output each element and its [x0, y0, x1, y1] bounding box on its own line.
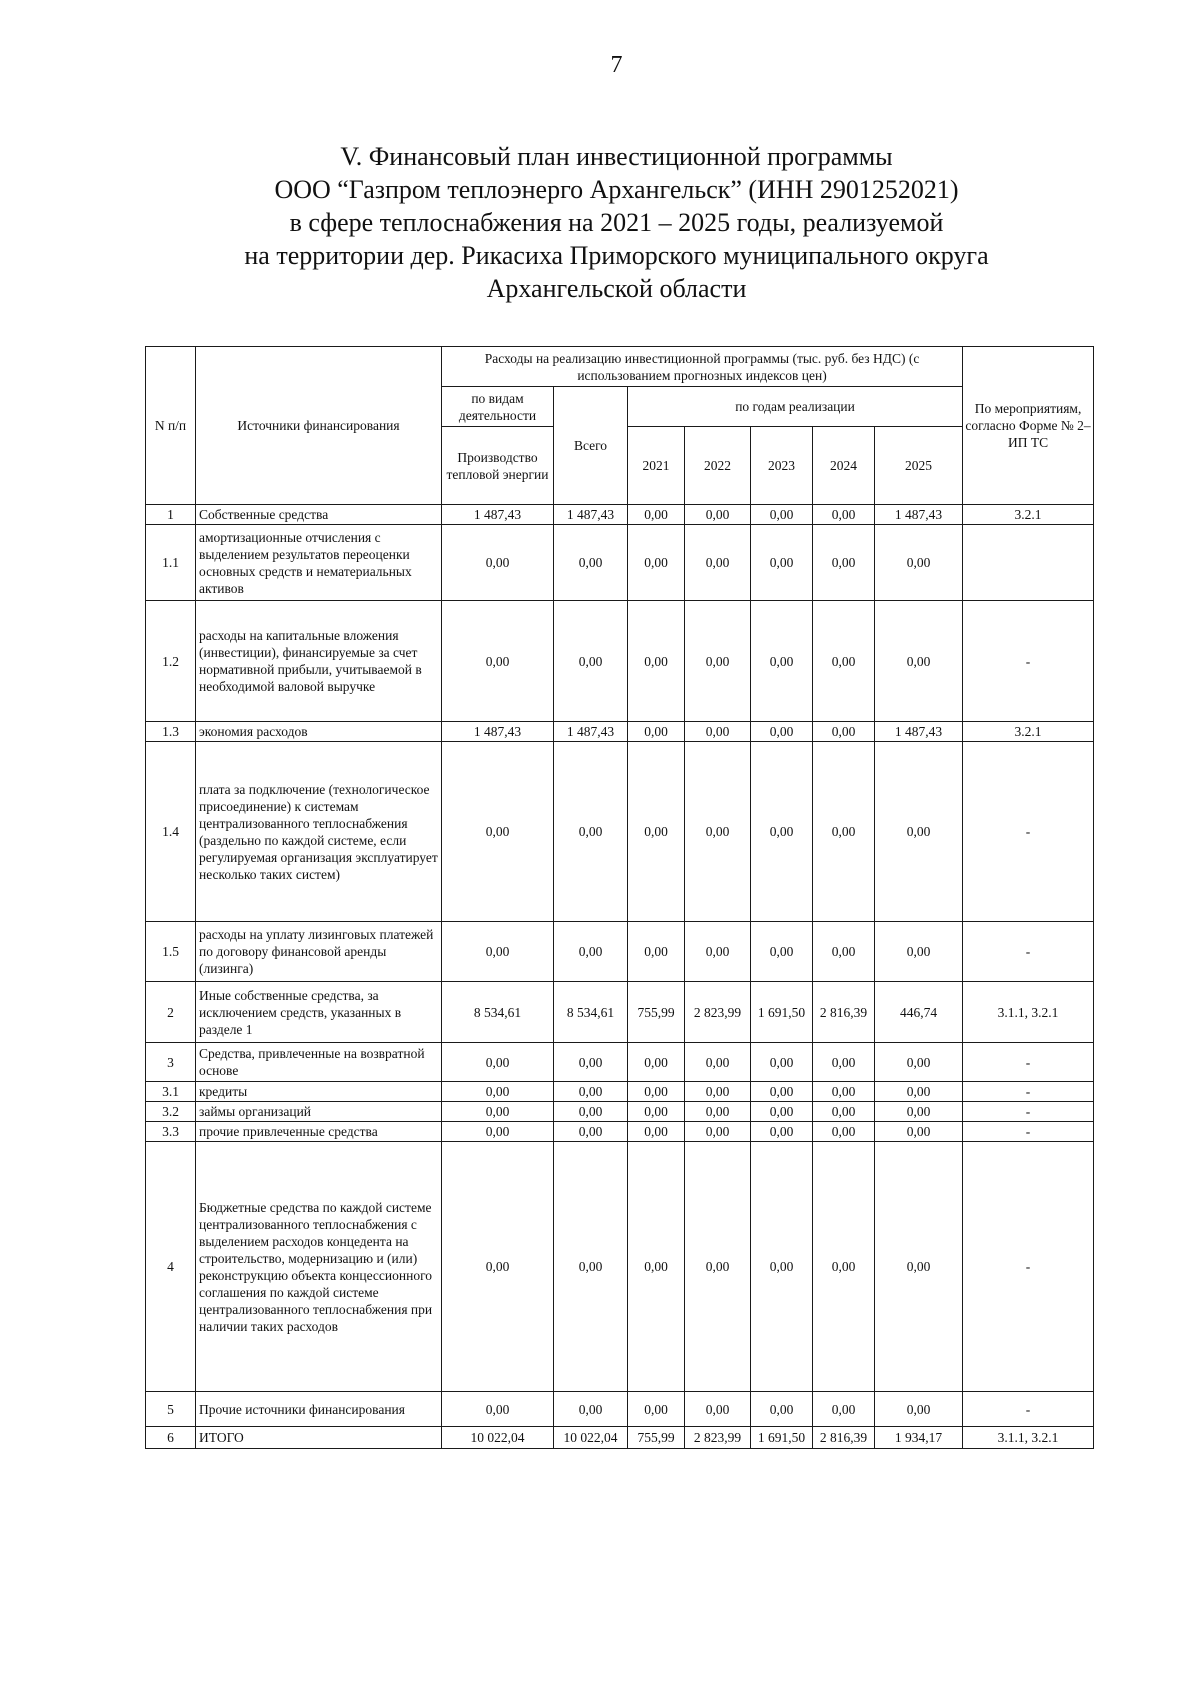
- cell-2022: 0,00: [685, 505, 751, 525]
- row-source: расходы на уплату лизинговых платежей по договору финансовой аренды (лизинга): [196, 922, 442, 982]
- table-row: [146, 505, 1094, 525]
- cell-2023: 0,00: [751, 505, 813, 525]
- header-year: 2023: [751, 427, 813, 505]
- cell-2025: 1 487,43: [875, 722, 963, 742]
- cell-2022: 0,00: [685, 1392, 751, 1427]
- row-num: 6: [146, 1427, 196, 1449]
- cell-total: 0,00: [554, 1392, 628, 1427]
- row-source: ИТОГО: [196, 1427, 442, 1449]
- row-num: 3.2: [146, 1102, 196, 1122]
- cell-2025: 1 487,43: [875, 505, 963, 525]
- cell-total: 0,00: [554, 1082, 628, 1102]
- cell-total: 0,00: [554, 742, 628, 922]
- cell-2021: 0,00: [628, 1142, 685, 1392]
- cell-production: 8 534,61: [442, 982, 554, 1043]
- row-source: Средства, привлеченные на возвратной основе: [196, 1043, 442, 1082]
- cell-2022: 0,00: [685, 1142, 751, 1392]
- cell-production: 0,00: [442, 1122, 554, 1142]
- cell-production: 0,00: [442, 1082, 554, 1102]
- row-num: 1.1: [146, 525, 196, 601]
- cell-2021: 0,00: [628, 505, 685, 525]
- row-num: 3: [146, 1043, 196, 1082]
- cell-2025: 1 934,17: [875, 1427, 963, 1449]
- header-num: N п/п: [146, 347, 196, 505]
- cell-2024: 0,00: [813, 601, 875, 722]
- cell-measures: -: [963, 601, 1094, 722]
- cell-2021: 0,00: [628, 601, 685, 722]
- header-total: Всего: [554, 387, 628, 505]
- cell-2023: 0,00: [751, 1392, 813, 1427]
- cell-2022: 0,00: [685, 742, 751, 922]
- cell-2023: 0,00: [751, 525, 813, 601]
- cell-2023: 0,00: [751, 1082, 813, 1102]
- cell-total: 8 534,61: [554, 982, 628, 1043]
- cell-production: 10 022,04: [442, 1427, 554, 1449]
- cell-measures: -: [963, 742, 1094, 922]
- cell-2021: 0,00: [628, 1122, 685, 1142]
- table-row: [146, 922, 1094, 982]
- row-source: плата за подключение (технологическое присоединение) к системам централизованного теплоснабжения (раздельно по каждой системе, если регулируемая организация эксплуатирует несколько таких систем): [196, 742, 442, 922]
- cell-measures: -: [963, 1043, 1094, 1082]
- title-line: V. Финансовый план инвестиционной программы: [340, 142, 893, 171]
- table-row: [146, 1142, 1094, 1392]
- table-row: [146, 982, 1094, 1043]
- row-num: 4: [146, 1142, 196, 1392]
- cell-measures: -: [963, 1082, 1094, 1102]
- cell-2023: 0,00: [751, 1043, 813, 1082]
- row-num: 1.2: [146, 601, 196, 722]
- row-num: 1.3: [146, 722, 196, 742]
- row-source: Бюджетные средства по каждой системе централизованного теплоснабжения с выделением расходов концедента на строительство, модернизацию и (или) реконструкцию объекта концессионного соглашения по каждой системе централизованного теплоснабжения при наличии таких расходов: [196, 1142, 442, 1392]
- cell-2025: 0,00: [875, 1392, 963, 1427]
- cell-total: 1 487,43: [554, 722, 628, 742]
- cell-2023: 0,00: [751, 722, 813, 742]
- header-production: Производство тепловой энергии: [442, 427, 554, 505]
- header-expenses: Расходы на реализацию инвестиционной программы (тыс. руб. без НДС) (с использованием прогнозных индексов цен): [442, 347, 963, 387]
- cell-production: 0,00: [442, 1392, 554, 1427]
- cell-2025: 0,00: [875, 1142, 963, 1392]
- cell-2022: 0,00: [685, 1102, 751, 1122]
- cell-2022: 0,00: [685, 1082, 751, 1102]
- cell-2024: 0,00: [813, 1392, 875, 1427]
- cell-total: 0,00: [554, 1122, 628, 1142]
- cell-total: 0,00: [554, 1043, 628, 1082]
- cell-2022: 0,00: [685, 1043, 751, 1082]
- table-row: [146, 742, 1094, 922]
- title-line: на территории дер. Рикасиха Приморского муниципального округа: [244, 241, 989, 270]
- row-source: кредиты: [196, 1082, 442, 1102]
- cell-2023: 0,00: [751, 1122, 813, 1142]
- header-source: Источники финансирования: [196, 347, 442, 505]
- cell-2025: 0,00: [875, 1043, 963, 1082]
- title-line: ООО “Газпром теплоэнерго Архангельск” (ИНН 2901252021): [274, 175, 959, 204]
- cell-total: 1 487,43: [554, 505, 628, 525]
- cell-production: 0,00: [442, 1142, 554, 1392]
- header-year: 2021: [628, 427, 685, 505]
- cell-production: 1 487,43: [442, 505, 554, 525]
- cell-2025: 0,00: [875, 525, 963, 601]
- cell-2025: 446,74: [875, 982, 963, 1043]
- cell-measures: -: [963, 1122, 1094, 1142]
- cell-2021: 0,00: [628, 1392, 685, 1427]
- cell-measures: -: [963, 1142, 1094, 1392]
- cell-measures: [963, 525, 1094, 601]
- row-source: займы организаций: [196, 1102, 442, 1122]
- cell-2023: 0,00: [751, 742, 813, 922]
- table-row: [146, 722, 1094, 742]
- cell-production: 0,00: [442, 1043, 554, 1082]
- cell-total: 0,00: [554, 922, 628, 982]
- cell-measures: 3.2.1: [963, 505, 1094, 525]
- cell-2024: 0,00: [813, 1102, 875, 1122]
- header-year: 2025: [875, 427, 963, 505]
- cell-2025: 0,00: [875, 1082, 963, 1102]
- row-source: Иные собственные средства, за исключением средств, указанных в разделе 1: [196, 982, 442, 1043]
- cell-2023: 0,00: [751, 922, 813, 982]
- row-num: 3.1: [146, 1082, 196, 1102]
- cell-2025: 0,00: [875, 1122, 963, 1142]
- title-line: Архангельской области: [486, 274, 747, 303]
- table-row: [146, 601, 1094, 722]
- cell-total: 0,00: [554, 601, 628, 722]
- cell-2024: 0,00: [813, 505, 875, 525]
- cell-2022: 0,00: [685, 601, 751, 722]
- cell-production: 1 487,43: [442, 722, 554, 742]
- cell-2022: 2 823,99: [685, 1427, 751, 1449]
- cell-2023: 0,00: [751, 1142, 813, 1392]
- cell-2024: 0,00: [813, 525, 875, 601]
- row-source: расходы на капитальные вложения (инвестиции), финансируемые за счет нормативной прибыли, учитываемой в необходимой валовой выручке: [196, 601, 442, 722]
- cell-2025: 0,00: [875, 742, 963, 922]
- cell-production: 0,00: [442, 922, 554, 982]
- cell-total: 0,00: [554, 525, 628, 601]
- header-by-years: по годам реализации: [628, 387, 963, 427]
- table-row: [146, 1427, 1094, 1449]
- row-num: 1.5: [146, 922, 196, 982]
- cell-2022: 0,00: [685, 722, 751, 742]
- header-year: 2024: [813, 427, 875, 505]
- cell-2021: 0,00: [628, 742, 685, 922]
- table-row: [146, 1122, 1094, 1142]
- cell-2023: 1 691,50: [751, 982, 813, 1043]
- page-number: 7: [610, 52, 623, 78]
- table-row: [146, 525, 1094, 601]
- cell-2022: 0,00: [685, 525, 751, 601]
- cell-2021: 0,00: [628, 525, 685, 601]
- cell-production: 0,00: [442, 601, 554, 722]
- cell-2022: 0,00: [685, 922, 751, 982]
- cell-measures: 3.1.1, 3.2.1: [963, 1427, 1094, 1449]
- row-num: 3.3: [146, 1122, 196, 1142]
- table-row: [146, 1102, 1094, 1122]
- cell-total: 10 022,04: [554, 1427, 628, 1449]
- cell-2022: 2 823,99: [685, 982, 751, 1043]
- cell-production: 0,00: [442, 742, 554, 922]
- cell-production: 0,00: [442, 525, 554, 601]
- row-num: 5: [146, 1392, 196, 1427]
- cell-measures: -: [963, 1102, 1094, 1122]
- header-year: 2022: [685, 427, 751, 505]
- cell-2023: 1 691,50: [751, 1427, 813, 1449]
- cell-2025: 0,00: [875, 601, 963, 722]
- cell-2024: 0,00: [813, 1043, 875, 1082]
- title-line: в сфере теплоснабжения на 2021 – 2025 годы, реализуемой: [289, 208, 944, 237]
- row-source: амортизационные отчисления с выделением результатов переоценки основных средств и нематериальных активов: [196, 525, 442, 601]
- cell-2024: 2 816,39: [813, 1427, 875, 1449]
- cell-2022: 0,00: [685, 1122, 751, 1142]
- cell-2023: 0,00: [751, 1102, 813, 1122]
- cell-2024: 0,00: [813, 922, 875, 982]
- cell-2024: 0,00: [813, 722, 875, 742]
- cell-2024: 0,00: [813, 1122, 875, 1142]
- cell-measures: 3.2.1: [963, 722, 1094, 742]
- cell-2023: 0,00: [751, 601, 813, 722]
- cell-measures: -: [963, 1392, 1094, 1427]
- cell-2021: 0,00: [628, 1102, 685, 1122]
- table-row: [146, 1043, 1094, 1082]
- cell-total: 0,00: [554, 1102, 628, 1122]
- cell-2021: 0,00: [628, 1082, 685, 1102]
- cell-2025: 0,00: [875, 1102, 963, 1122]
- header-per-measures: По мероприятиям, согласно Форме № 2–ИП ТС: [963, 347, 1094, 505]
- cell-production: 0,00: [442, 1102, 554, 1122]
- row-source: экономия расходов: [196, 722, 442, 742]
- cell-2024: 2 816,39: [813, 982, 875, 1043]
- cell-2021: 0,00: [628, 722, 685, 742]
- cell-2021: 0,00: [628, 922, 685, 982]
- row-source: Прочие источники финансирования: [196, 1392, 442, 1427]
- cell-2024: 0,00: [813, 1142, 875, 1392]
- cell-measures: -: [963, 922, 1094, 982]
- cell-total: 0,00: [554, 1142, 628, 1392]
- financial-plan-table: [145, 346, 1094, 1449]
- cell-2025: 0,00: [875, 922, 963, 982]
- row-source: Собственные средства: [196, 505, 442, 525]
- cell-2021: 0,00: [628, 1043, 685, 1082]
- table-row: [146, 1392, 1094, 1427]
- cell-2024: 0,00: [813, 742, 875, 922]
- document-title: [80, 140, 1153, 305]
- cell-2024: 0,00: [813, 1082, 875, 1102]
- row-num: 2: [146, 982, 196, 1043]
- row-num: 1: [146, 505, 196, 525]
- table-row: [146, 1082, 1094, 1102]
- row-source: прочие привлеченные средства: [196, 1122, 442, 1142]
- cell-2021: 755,99: [628, 982, 685, 1043]
- cell-2021: 755,99: [628, 1427, 685, 1449]
- row-num: 1.4: [146, 742, 196, 922]
- cell-measures: 3.1.1, 3.2.1: [963, 982, 1094, 1043]
- header-by-activity: по видам деятельности: [442, 387, 554, 427]
